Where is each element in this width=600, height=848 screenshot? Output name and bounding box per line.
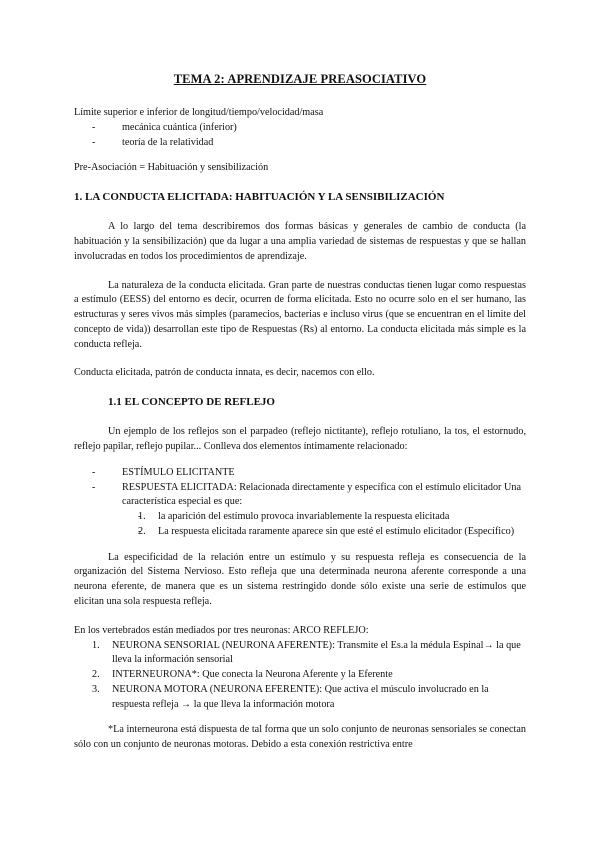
list-item: 2. INTERNEURONA*: Que conecta la Neurona Aferente y la Eferente: [92, 669, 393, 681]
list-item: - 2. La respuesta elicitada raramente aparece sin que esté el estímulo elicitador (Específico): [138, 525, 526, 540]
item-text: : Relacionada directamente y específica con el estímulo elicitador Una característica especial es que:: [122, 481, 521, 508]
section-1-paragraph-2: La naturaleza de la conducta elicitada. Gran parte de nuestras conductas tienen lugar como respuestas a estímulo (EESS) del entorno es decir, ocurren de forma elicitada. Esto no ocurre solo en el ser humano, las estructuras y seres vivos más simples (paramecios, bacterias e incluso virus (que se encuentran en el límite del concepto de vida)) desarrollan este tipo de Respuestas (Rs) al entorno. La conducta elicitada más simple es la conducta refleja.: [74, 279, 526, 350]
interneurona-note: *La interneurona está dispuesta de tal forma que un solo conjunto de neuronas sensoriales se conectan sólo con un conjunto de neuronas motoras. Debido a esta conexión restrictiva entre: [74, 724, 526, 751]
list-item: 3. NEURONA MOTORA (NEURONA EFERENTE): Que activa el músculo involucrado en la respuesta refleja → la que lleva la información motora: [92, 683, 489, 710]
preasociacion-line: Pre-Asociación = Habituación y sensibilización: [74, 162, 269, 174]
section-1-paragraph-1: A lo largo del tema describiremos dos formas básicas y generales de cambio de conducta (la habituación y la sensibilización) que da lugar a una amplia variedad de sistemas de respuestas y que se hallan involucradas en todos los procedimientos de aprendizaje.: [74, 221, 526, 262]
elements-list: [74, 466, 526, 540]
item-label: ESTÍMULO ELICITANTE: [122, 466, 235, 478]
intro-line: Límite superior e inferior de longitud/tiempo/velocidad/masa: [74, 107, 324, 119]
section-1-1-paragraph-3: En los vertebrados están mediados por tres neuronas: ARCO REFLEJO:: [74, 624, 369, 636]
item-label: RESPUESTA ELICITADA: [122, 481, 234, 493]
section-1-1-paragraph-2: La especificidad de la relación entre un estímulo y su respuesta refleja es consecuencia de la organización del Sistema Nervioso. Esto refleja que una determinada neurona aferente corresponde a una neurona eferente, de manera que es un sistema restringido donde sólo existe una serie de estímulos que elicitan una sola respuesta refleja.: [74, 551, 526, 607]
list-item: - mecánica cuántica (inferior): [92, 121, 526, 136]
list-item: - teoría de la relatividad: [92, 136, 526, 151]
section-1-paragraph-3: Conducta elicitada, patrón de conducta innata, es decir, nacemos con ello.: [74, 367, 375, 379]
arco-reflejo-list: [74, 639, 526, 713]
section-1-heading: 1. LA CONDUCTA ELICITADA: HABITUACIÓN Y LA SENSIBILIZACIÓN: [74, 191, 445, 204]
page-title: TEMA 2: APRENDIZAJE PREASOCIATIVO: [173, 72, 427, 86]
list-item: - 1. la aparición del estímulo provoca invariablemente la respuesta elicitada: [138, 510, 526, 525]
list-item: [92, 466, 526, 481]
list-item: [92, 481, 526, 540]
section-1-1-paragraph-1: Un ejemplo de los reflejos son el parpadeo (reflejo nictitante), reflejo rotuliano, la tos, el estornudo, reflejo papilar, reflejo pupilar... Conlleva dos elementos íntimamente relacionado:: [74, 426, 526, 452]
intro-list: [74, 121, 526, 151]
list-item: 1. NEURONA SENSORIAL (NEURONA AFERENTE): Transmite el Es.a la médula Espinal→ la que lleva la información sensorial: [92, 639, 521, 666]
characteristics-list: [122, 510, 526, 540]
section-1-1-heading: 1.1 EL CONCEPTO DE REFLEJO: [108, 396, 275, 409]
